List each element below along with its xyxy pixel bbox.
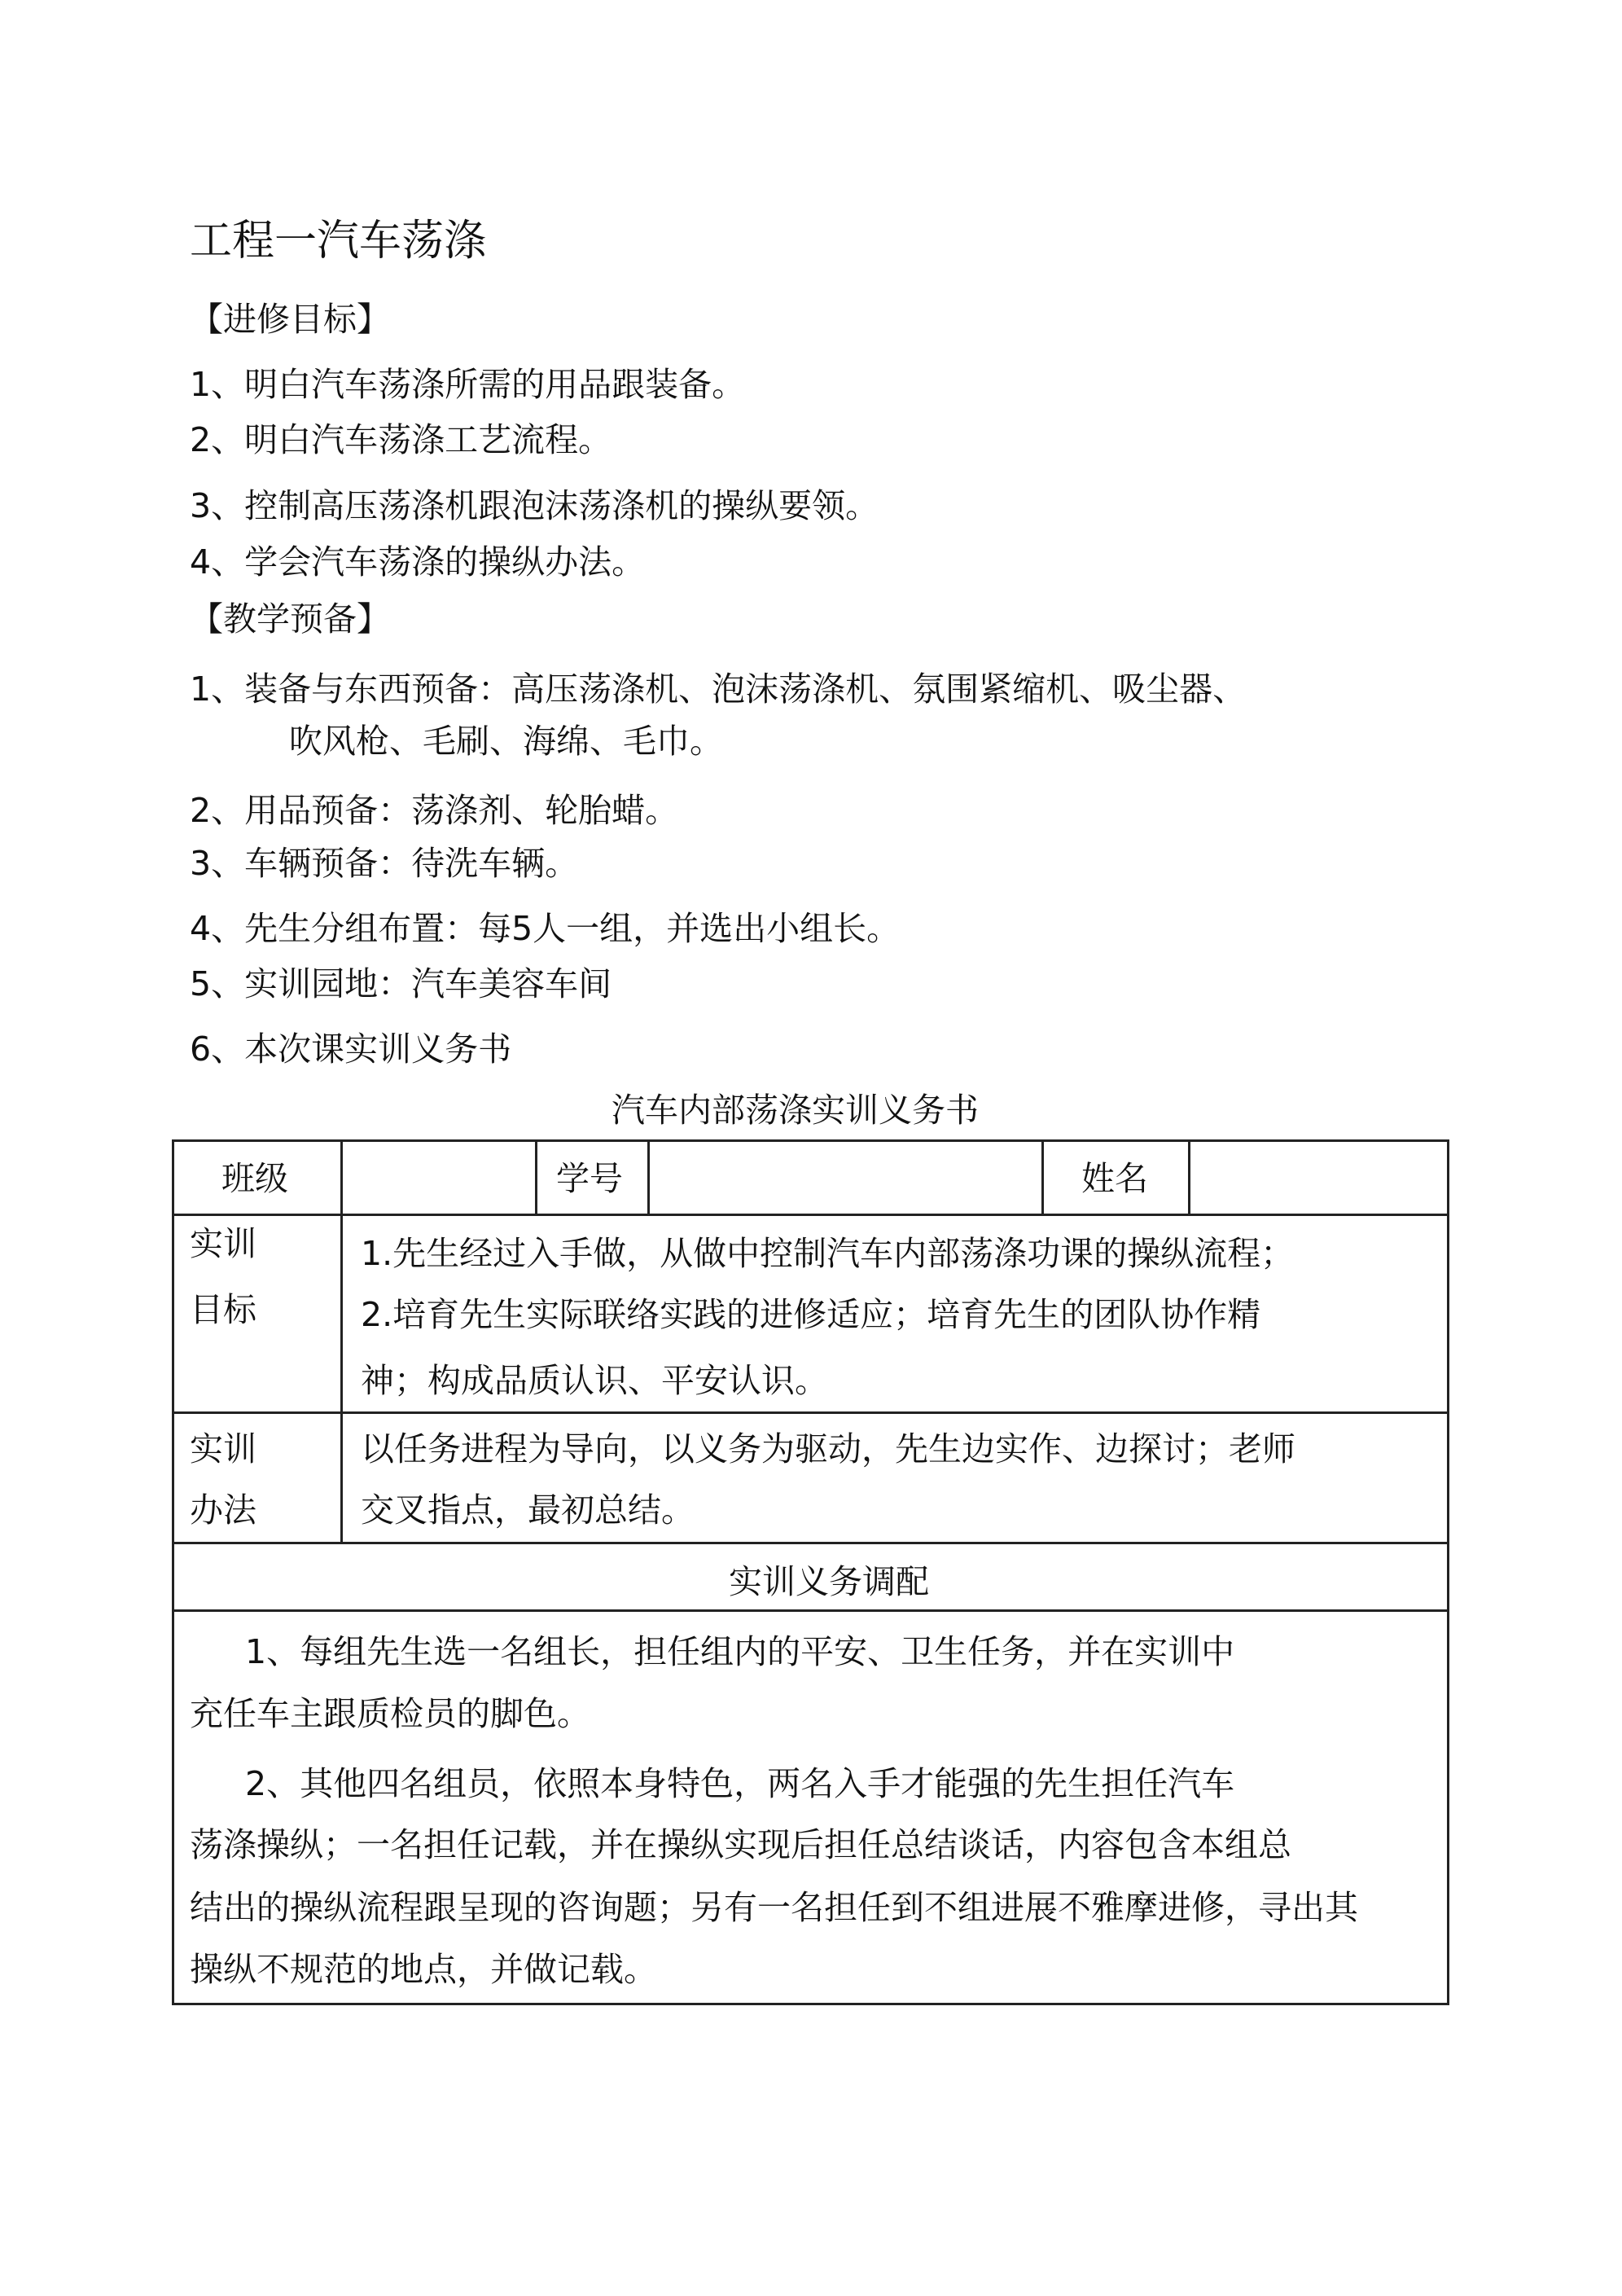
name-label: 姓名 [1081, 1159, 1148, 1198]
table-border [535, 1139, 537, 1216]
training-goal-line: 2.培育先生实际联络实践的进修适应；培育先生的团队协作精 [361, 1295, 1261, 1334]
learning-goal-item: 1、明白汽车荡涤所需的用品跟装备。 [190, 365, 746, 404]
allocation-line: 操纵不规范的地点，并做记载。 [190, 1950, 657, 1989]
table-border [1041, 1139, 1044, 1216]
table-border [172, 1609, 1449, 1612]
teaching-prep-item: 6、本次课实训义务书 [190, 1029, 512, 1069]
teaching-prep-item: 1、装备与东西预备：高压荡涤机、泡沫荡涤机、氛围紧缩机、吸尘器、 [190, 669, 1247, 709]
training-method-label: 实训 [190, 1429, 256, 1468]
teaching-prep-item: 3、车辆预备：待洗车辆。 [190, 844, 579, 883]
learning-goals-heading: 【进修目标】 [190, 300, 390, 339]
table-border [172, 2003, 1449, 2005]
allocation-line: 结出的操纵流程跟呈现的咨询题；另有一名担任到不组进展不雅摩进修，寻出其 [190, 1888, 1358, 1927]
table-border [647, 1139, 650, 1216]
class-label: 班级 [221, 1159, 288, 1198]
teaching-prep-heading: 【教学预备】 [190, 599, 390, 639]
table-border [1188, 1139, 1190, 1216]
training-goal-label: 目标 [190, 1290, 256, 1329]
table-border [172, 1139, 174, 2005]
teaching-prep-item: 4、先生分组布置：每5人一组，并选出小组长。 [190, 909, 901, 948]
training-method-line: 交叉指点，最初总结。 [361, 1490, 695, 1530]
training-goal-label: 实训 [190, 1224, 256, 1263]
table-border [340, 1139, 343, 1544]
task-allocation-heading: 实训义务调配 [729, 1562, 929, 1601]
learning-goal-item: 4、学会汽车荡涤的操纵办法。 [190, 542, 646, 582]
allocation-line: 2、其他四名组员，依照本身特色，两名入手才能强的先生担任汽车 [245, 1764, 1235, 1803]
teaching-prep-item-continuation: 吹风枪、毛刷、海绵、毛巾。 [289, 722, 723, 761]
task-sheet-title: 汽车内部荡涤实训义务书 [612, 1091, 979, 1130]
allocation-line: 荡涤操纵；一名担任记载，并在操纵实现后担任总结谈话，内容包含本组总 [190, 1825, 1291, 1864]
table-border [172, 1411, 1449, 1414]
teaching-prep-item: 5、实训园地：汽车美容车间 [190, 964, 612, 1003]
table-border [172, 1542, 1449, 1544]
learning-goal-item: 3、控制高压荡涤机跟泡沫荡涤机的操纵要领。 [190, 486, 879, 525]
training-goal-line: 神；构成品质认识、平安认识。 [361, 1361, 828, 1400]
training-method-line: 以任务进程为导向，以义务为驱动，先生边实作、边探讨；老师 [361, 1429, 1295, 1468]
page-title: 工程一汽车荡涤 [190, 217, 487, 266]
table-border [1447, 1139, 1449, 2005]
training-method-label: 办法 [190, 1490, 256, 1530]
student-id-label: 学号 [556, 1159, 623, 1198]
table-border [172, 1139, 1449, 1142]
allocation-line: 1、每组先生选一名组长，担任组内的平安、卫生任务，并在实训中 [245, 1632, 1235, 1671]
training-goal-line: 1.先生经过入手做，从做中控制汽车内部荡涤功课的操纵流程； [361, 1234, 1295, 1273]
allocation-line: 充任车主跟质检员的脚色。 [190, 1694, 590, 1733]
teaching-prep-item: 2、用品预备：荡涤剂、轮胎蜡。 [190, 791, 679, 830]
learning-goal-item: 2、明白汽车荡涤工艺流程。 [190, 420, 612, 459]
table-border [172, 1214, 1449, 1216]
